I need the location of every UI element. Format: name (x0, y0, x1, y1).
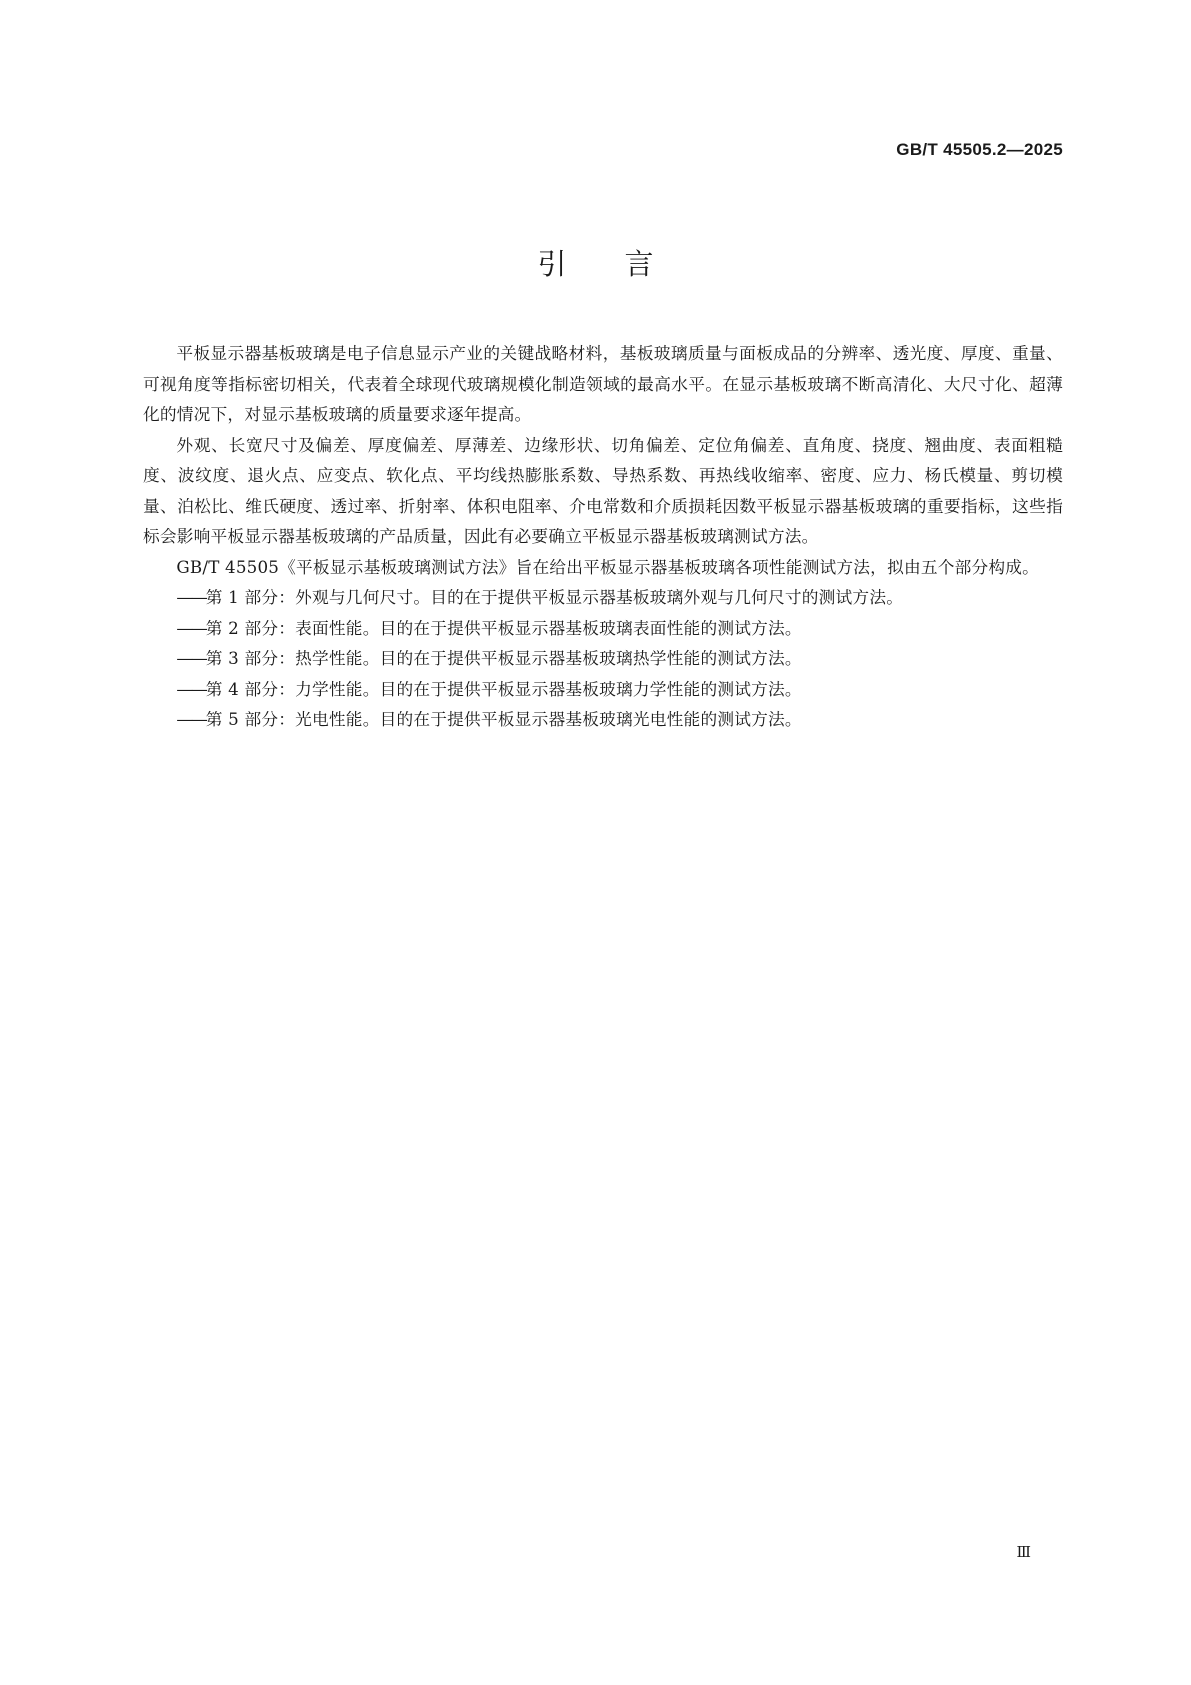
list-item (143, 643, 1063, 674)
list-item (143, 582, 1063, 613)
page-number: Ⅲ (1016, 1545, 1031, 1561)
paragraph-indicators: 外观、长宽尺寸及偏差、厚度偏差、厚薄差、边缘形状、切角偏差、定位角偏差、直角度、挠度、翘曲度、表面粗糙度、波纹度、退火点、应变点、软化点、平均线热膨胀系数、导热系数、再热线收缩率、密度、应力、杨氏模量、剪切模量、泊松比、维氏硬度、透过率、折射率、体积电阻率、介电常数和介质损耗因数平板显示器基板玻璃的重要指标，这些指标会影响平板显示器基板玻璃的产品质量，因此有必要确立平板显示器基板玻璃测试方法。 (143, 434, 1063, 546)
list-item-text: 第 5 部分：光电性能。目的在于提供平板显示器基板玻璃光电性能的测试方法。 (205, 709, 802, 729)
list-dash: —— (176, 587, 206, 607)
list-dash: —— (176, 617, 206, 638)
standard-code: GB/T 45505.2—2025 (896, 140, 1063, 159)
list-item-text: 第 4 部分：力学性能。目的在于提供平板显示器基板玻璃力学性能的测试方法。 (205, 678, 802, 699)
list-dash: —— (176, 648, 206, 668)
list-item-text: 第 2 部分：表面性能。目的在于提供平板显示器基板玻璃表面性能的测试方法。 (205, 617, 802, 638)
list-item (143, 704, 1063, 735)
list-item-text: 第 3 部分：热学性能。目的在于提供平板显示器基板玻璃热学性能的测试方法。 (205, 648, 802, 668)
paragraph-intro: 平板显示器基板玻璃是电子信息显示产业的关键战略材料，基板玻璃质量与面板成品的分辨率、透光度、厚度、重量、可视角度等指标密切相关，代表着全球现代玻璃规模化制造领域的最高水平。在显示基板玻璃不断高清化、大尺寸化、超薄化的情况下，对显示基板玻璃的质量要求逐年提高。 (143, 343, 1063, 424)
list-item-text: 第 1 部分：外观与几何尺寸。目的在于提供平板显示器基板玻璃外观与几何尺寸的测试方法。 (205, 587, 904, 607)
parts-list (143, 582, 1063, 735)
list-item (143, 613, 1063, 644)
list-dash: —— (176, 709, 206, 729)
list-dash: —— (176, 678, 206, 699)
page-title: 引言 (537, 247, 712, 281)
list-item (143, 674, 1063, 705)
paragraph-structure: GB/T 45505《平板显示基板玻璃测试方法》旨在给出平板显示器基板玻璃各项性能测试方法，拟由五个部分构成。 (176, 556, 1040, 577)
document-body (143, 338, 1063, 735)
